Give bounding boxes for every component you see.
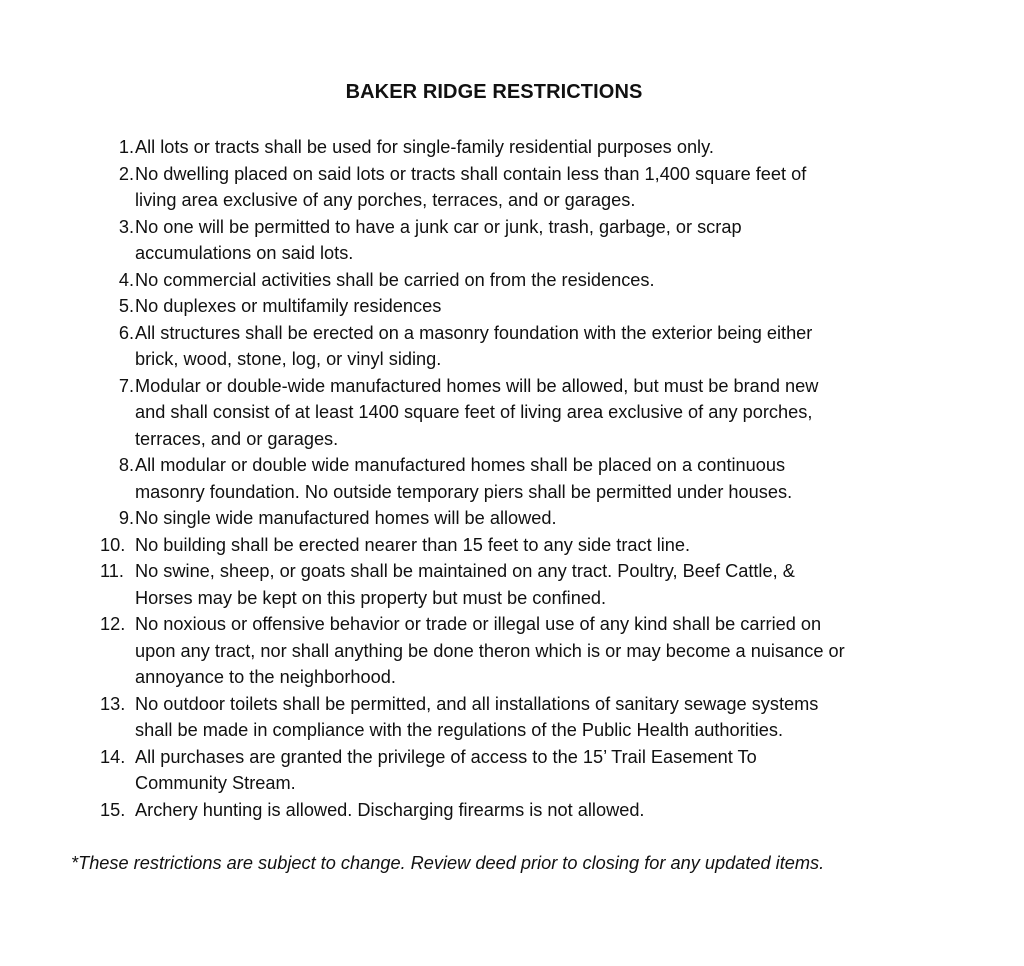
item-number: 4. bbox=[118, 269, 134, 290]
item-number: 6. bbox=[118, 322, 134, 343]
item-number: 11. bbox=[100, 561, 124, 581]
item-text bbox=[135, 452, 980, 505]
restriction-item bbox=[100, 161, 980, 214]
item-number: 3. bbox=[118, 216, 134, 237]
restriction-item bbox=[100, 293, 980, 320]
item-text-line: No duplexes or multifamily residences bbox=[135, 296, 442, 316]
item-text-line: All lots or tracts shall be used for single-family residential purposes only. bbox=[135, 137, 714, 157]
restriction-item bbox=[100, 532, 980, 559]
item-text-line: No swine, sheep, or goats shall be maintained on any tract. Poultry, Beef Cattle, & bbox=[135, 561, 795, 581]
item-text-line: No dwelling placed on said lots or tracts shall contain less than 1,400 square feet of bbox=[135, 163, 807, 184]
footnote: *These restrictions are subject to change. Review deed prior to closing for any updated items. bbox=[71, 853, 825, 873]
item-text bbox=[135, 267, 980, 294]
item-text bbox=[135, 293, 980, 320]
item-text bbox=[135, 532, 980, 559]
item-text-line: Modular or double-wide manufactured homes will be allowed, but must be brand new bbox=[135, 375, 819, 396]
item-text-line: No commercial activities shall be carried on from the residences. bbox=[135, 269, 655, 290]
item-text bbox=[135, 691, 980, 744]
item-text-line: All purchases are granted the privilege of access to the 15’ Trail Easement To bbox=[135, 746, 757, 767]
item-text bbox=[135, 161, 980, 214]
item-text-line: All modular or double wide manufactured homes shall be placed on a continuous bbox=[135, 455, 786, 475]
restriction-item bbox=[100, 267, 980, 294]
item-text-line: shall be made in compliance with the regulations of the Public Health authorities. bbox=[135, 720, 784, 740]
item-number: 7. bbox=[118, 375, 134, 396]
item-text bbox=[135, 611, 980, 691]
item-text-line: and shall consist of at least 1400 square feet of living area exclusive of any porches, bbox=[135, 402, 813, 422]
item-text-line: No single wide manufactured homes will be allowed. bbox=[135, 508, 557, 528]
item-text-line: No noxious or offensive behavior or trade or illegal use of any kind shall be carried on bbox=[135, 614, 822, 634]
item-text-line: All structures shall be erected on a masonry foundation with the exterior being either bbox=[135, 322, 813, 343]
restriction-item bbox=[100, 452, 980, 505]
restriction-item bbox=[100, 691, 980, 744]
restriction-item bbox=[100, 505, 980, 532]
item-text bbox=[135, 214, 980, 267]
item-text bbox=[135, 320, 980, 373]
item-text-line: accumulations on said lots. bbox=[135, 243, 354, 263]
restriction-item bbox=[100, 611, 980, 691]
item-text bbox=[135, 505, 980, 532]
restriction-item bbox=[100, 373, 980, 453]
item-text-line: brick, wood, stone, log, or vinyl siding. bbox=[135, 349, 442, 369]
item-text-line: Horses may be kept on this property but must be confined. bbox=[135, 587, 607, 608]
item-text bbox=[135, 558, 980, 611]
item-number: 15. bbox=[100, 799, 126, 820]
restriction-item bbox=[100, 744, 980, 797]
item-text bbox=[135, 134, 980, 161]
item-text-line: No one will be permitted to have a junk car or junk, trash, garbage, or scrap bbox=[135, 216, 742, 237]
item-text-line: terraces, and or garages. bbox=[135, 428, 339, 449]
item-text-line: living area exclusive of any porches, terraces, and or garages. bbox=[135, 190, 636, 210]
restriction-item bbox=[100, 797, 980, 824]
item-number: 9. bbox=[118, 508, 134, 528]
item-number: 14. bbox=[100, 746, 126, 767]
restriction-item bbox=[100, 558, 980, 611]
item-number: 10. bbox=[100, 534, 126, 555]
item-text-line: annoyance to the neighborhood. bbox=[135, 667, 396, 687]
item-number: 5. bbox=[118, 296, 134, 316]
document-title: BAKER RIDGE RESTRICTIONS bbox=[345, 81, 643, 103]
item-text bbox=[135, 373, 980, 453]
restriction-item bbox=[100, 214, 980, 267]
item-text-line: Community Stream. bbox=[135, 773, 296, 793]
restriction-item bbox=[100, 320, 980, 373]
item-text bbox=[135, 797, 980, 824]
item-number: 13. bbox=[100, 693, 126, 714]
item-number: 12. bbox=[100, 614, 126, 634]
item-text-line: No building shall be erected nearer than 15 feet to any side tract line. bbox=[135, 534, 691, 555]
restriction-item bbox=[100, 134, 980, 161]
item-text-line: upon any tract, nor shall anything be done theron which is or may become a nuisance or bbox=[135, 640, 845, 661]
item-text bbox=[135, 744, 980, 797]
item-text-line: No outdoor toilets shall be permitted, and all installations of sanitary sewage systems bbox=[135, 693, 819, 714]
item-text-line: Archery hunting is allowed. Discharging firearms is not allowed. bbox=[135, 799, 645, 820]
item-number: 8. bbox=[118, 455, 134, 475]
item-text-line: masonry foundation. No outside temporary piers shall be permitted under houses. bbox=[135, 481, 793, 502]
item-number: 2. bbox=[118, 163, 134, 184]
item-number: 1. bbox=[118, 137, 134, 157]
restrictions-list bbox=[100, 134, 980, 823]
